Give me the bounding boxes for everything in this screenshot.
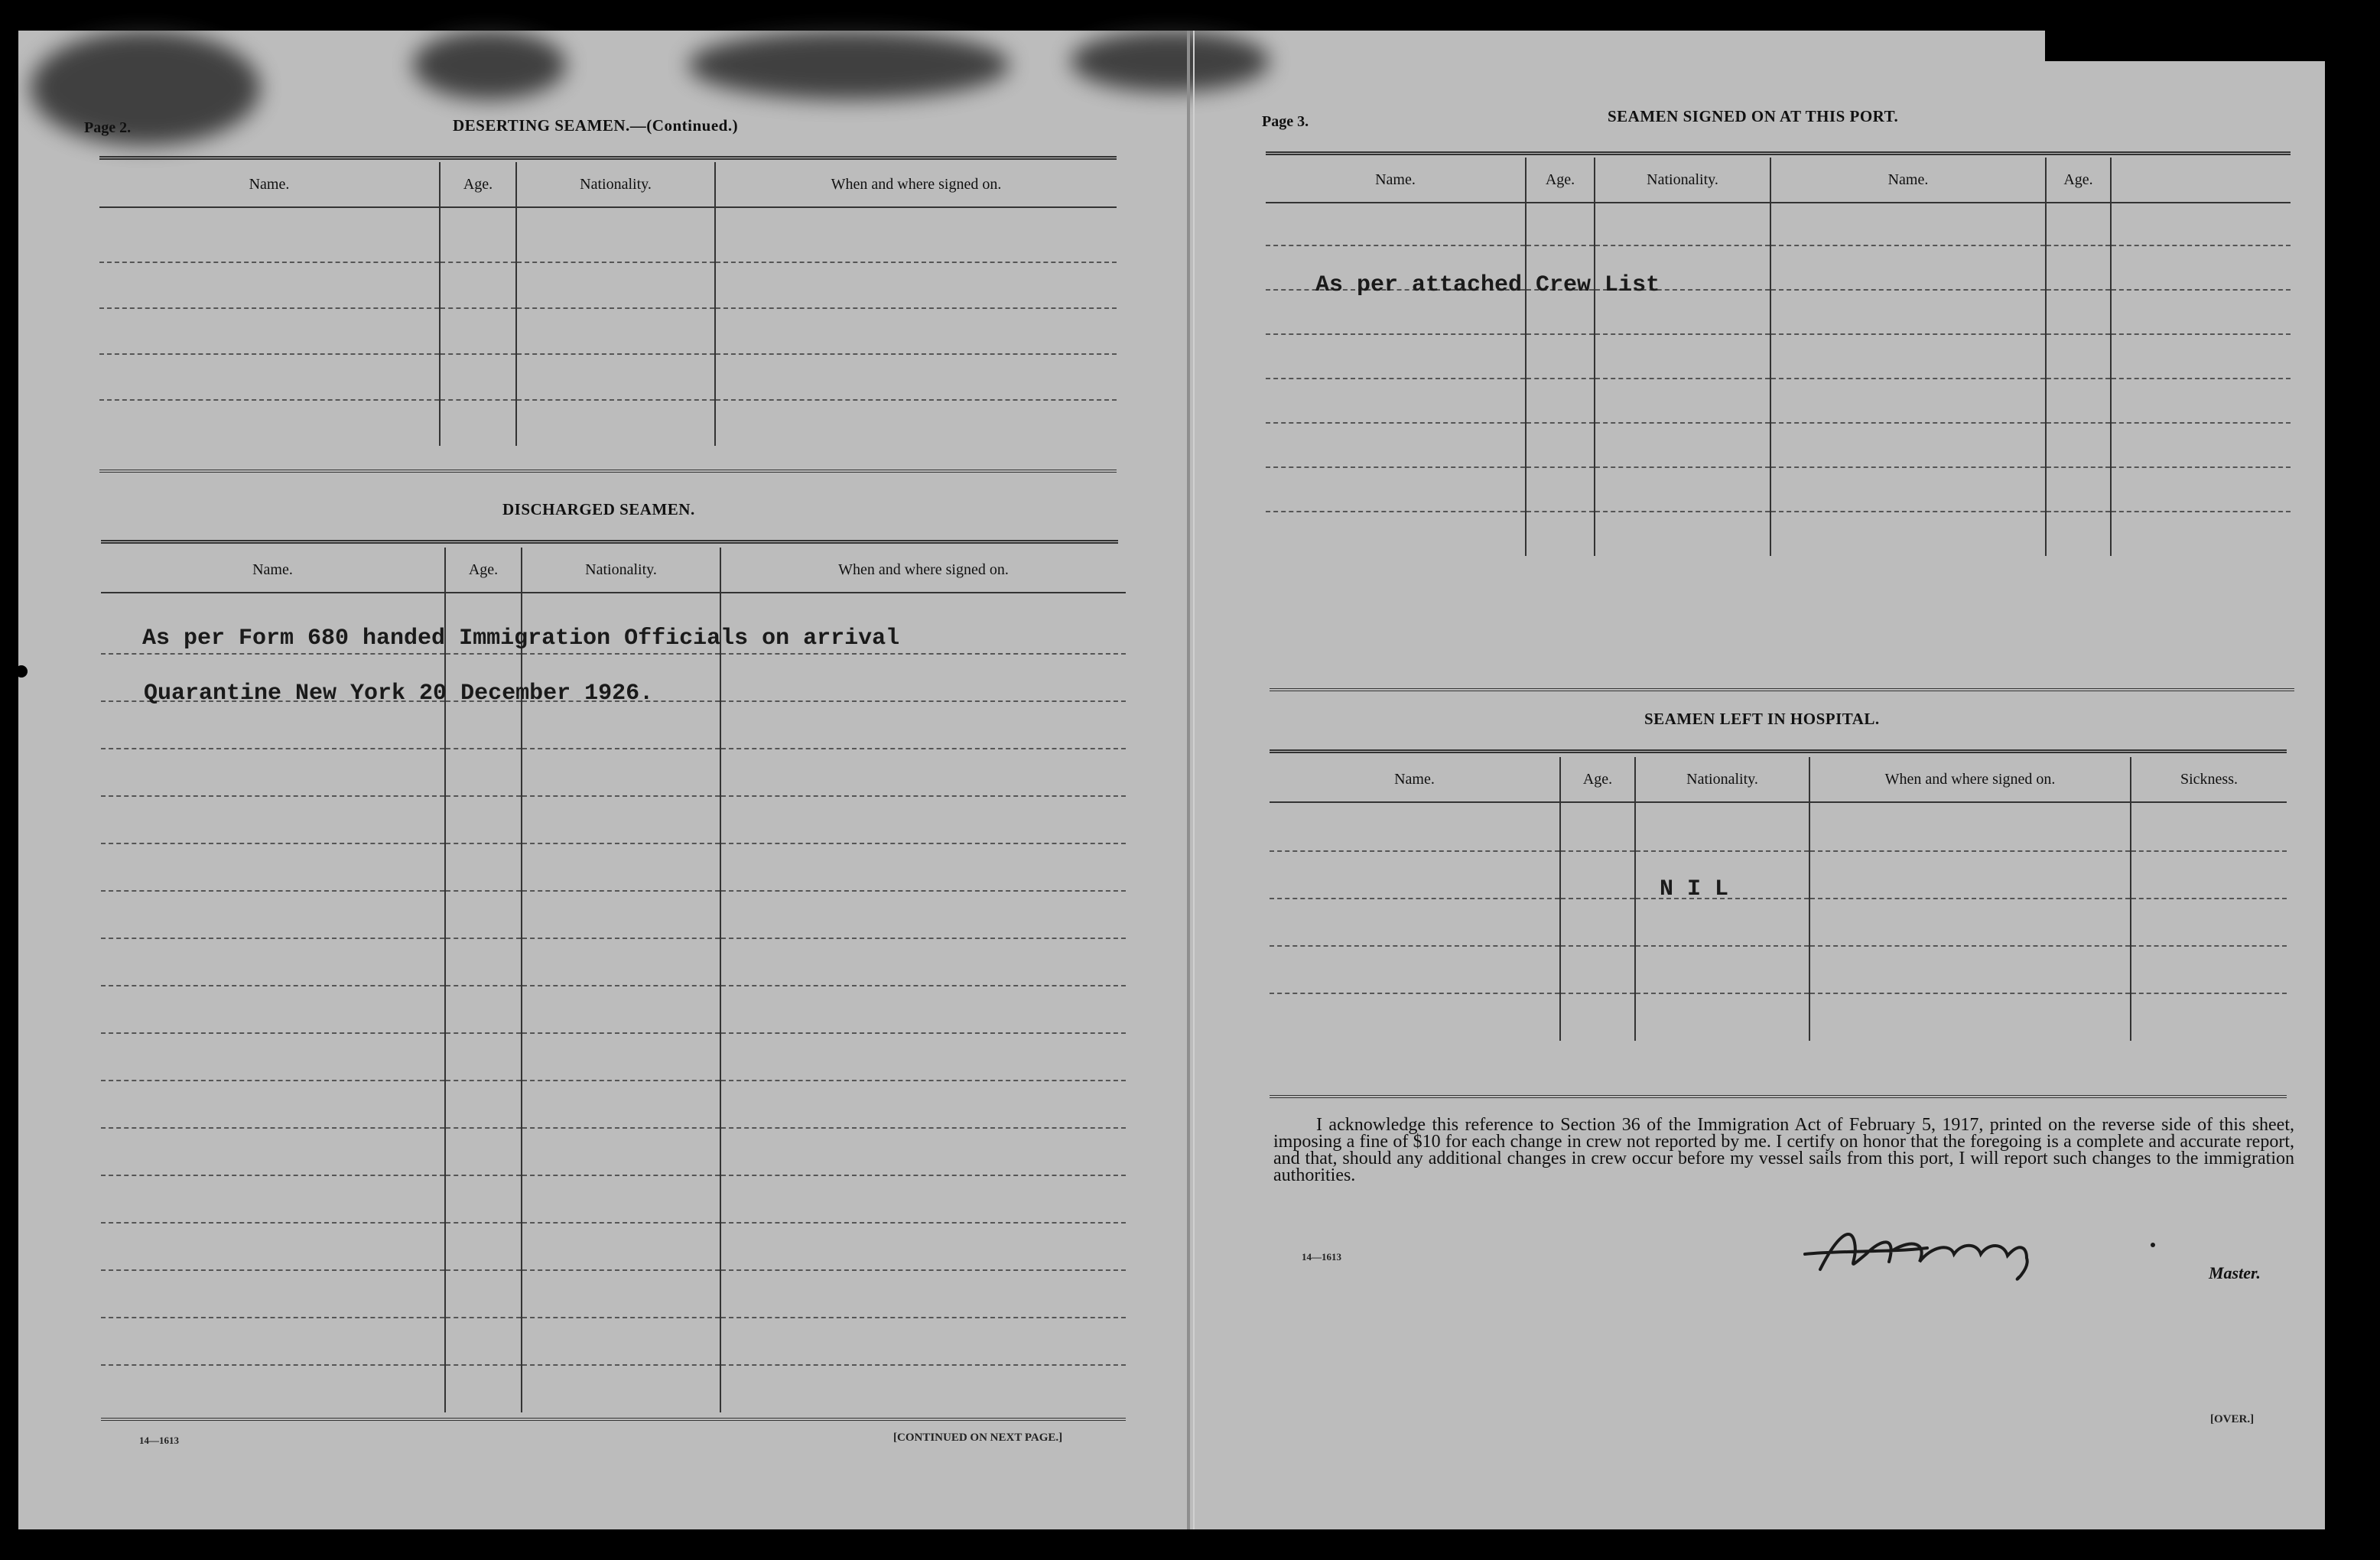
- table-row: [1266, 467, 2291, 512]
- table-row: [1266, 203, 2291, 245]
- table-row: [101, 1318, 1126, 1365]
- col-age: Age.: [445, 548, 522, 593]
- table-row: [101, 891, 1126, 938]
- table-row: [99, 400, 1117, 446]
- hospital-bottom-rule: [1270, 1095, 2287, 1098]
- deserting-table: [99, 162, 1117, 446]
- table-row: [99, 308, 1117, 354]
- table-row: [101, 986, 1126, 1033]
- col-name: Name.: [1270, 757, 1560, 802]
- table-row: [1270, 851, 2287, 899]
- master-label: Master.: [2209, 1263, 2261, 1282]
- table-row: [101, 1223, 1126, 1270]
- table-row: [1266, 423, 2291, 467]
- col-age: Age.: [1560, 757, 1635, 802]
- col-sickness: Sickness.: [2131, 757, 2287, 802]
- center-fold-highlight: [1193, 31, 1195, 1529]
- col-torn: [2111, 158, 2291, 203]
- discharged-typed-line-2: Quarantine New York 20 December 1926.: [144, 681, 654, 707]
- over-label: [OVER.]: [2210, 1413, 2255, 1425]
- center-fold: [1187, 31, 1190, 1529]
- table-row: [1270, 993, 2287, 1041]
- hospital-typed-entry: N I L: [1660, 876, 1729, 902]
- col-when-where: When and where signed on.: [1809, 757, 2131, 802]
- table-row: [1270, 802, 2287, 851]
- signed-on-top-rule: [1266, 151, 2291, 155]
- ink-stain: [413, 31, 566, 99]
- punch-hole: [15, 665, 28, 678]
- hospital-title: SEAMEN LEFT IN HOSPITAL.: [1644, 710, 1880, 728]
- master-signature: [1797, 1208, 2164, 1292]
- col-age: Age.: [1526, 158, 1595, 203]
- table-row: [99, 354, 1117, 400]
- form-number-right: 14—1613: [1302, 1251, 1341, 1263]
- table-row: [1270, 946, 2287, 993]
- col-age-2: Age.: [2046, 158, 2111, 203]
- col-when-where: When and where signed on.: [720, 548, 1126, 593]
- signed-on-title: SEAMEN SIGNED ON AT THIS PORT.: [1608, 107, 1899, 125]
- table-row: [101, 938, 1126, 986]
- signed-on-typed-entry: As per attached Crew List: [1315, 272, 1660, 298]
- table-row: [101, 1033, 1126, 1081]
- discharged-title: DISCHARGED SEAMEN.: [502, 500, 695, 518]
- table-row: [101, 1270, 1126, 1318]
- signed-on-table: [1266, 158, 2291, 556]
- ink-stain: [688, 31, 1010, 99]
- table-row: [101, 1128, 1126, 1175]
- page-label-right: Page 3.: [1262, 113, 1309, 130]
- col-name-2: Name.: [1770, 158, 2046, 203]
- discharged-bottom-rule: [101, 1418, 1126, 1421]
- col-nationality: Nationality.: [1635, 757, 1809, 802]
- table-row: [1266, 379, 2291, 423]
- table-row: [101, 1175, 1126, 1223]
- deserting-bottom-rule: [99, 470, 1117, 473]
- table-row: [101, 1081, 1126, 1128]
- col-age: Age.: [440, 162, 516, 207]
- col-nationality: Nationality.: [516, 162, 715, 207]
- table-row: [101, 1365, 1126, 1412]
- col-nationality: Nationality.: [1595, 158, 1770, 203]
- hospital-top-rule: [1270, 749, 2287, 753]
- table-row: [101, 796, 1126, 843]
- ink-stain: [31, 31, 260, 145]
- discharged-top-rule: [101, 540, 1118, 544]
- col-name: Name.: [101, 548, 445, 593]
- table-row: [99, 262, 1117, 308]
- col-when-where: When and where signed on.: [715, 162, 1117, 207]
- acknowledgement-text: I acknowledge this reference to Section 36 of the Immigration Act of February 5, 1917, printed on the reverse side of this sheet, imposing a fine of $10 for each change in crew not reported by me. I certify on honor that the foregoing is a complete and accurate report, and that, should any additional changes in crew occur before my vessel sails from this port, I will report such changes to the immigration authorities.: [1273, 1115, 2294, 1185]
- table-row: [99, 207, 1117, 262]
- table-row: [1266, 512, 2291, 556]
- discharged-table: [101, 548, 1126, 1412]
- col-name: Name.: [99, 162, 440, 207]
- table-row: [1270, 899, 2287, 946]
- hospital-table: [1270, 757, 2287, 1041]
- deserting-top-rule: [99, 156, 1117, 160]
- deserting-title: DESERTING SEAMEN.—(Continued.): [453, 116, 739, 135]
- table-row: [101, 843, 1126, 891]
- form-number-left: 14—1613: [139, 1435, 179, 1446]
- discharged-typed-line-1: As per Form 680 handed Immigration Officials on arrival: [142, 626, 900, 652]
- continued-note: [CONTINUED ON NEXT PAGE.]: [893, 1432, 1063, 1444]
- col-nationality: Nationality.: [522, 548, 720, 593]
- page-label-left: Page 2.: [84, 119, 132, 136]
- table-row: [101, 701, 1126, 749]
- ink-stain: [1071, 31, 1270, 92]
- table-row: [101, 749, 1126, 796]
- table-row: [1266, 334, 2291, 379]
- signed-on-bottom-rule: [1270, 688, 2294, 691]
- col-name: Name.: [1266, 158, 1526, 203]
